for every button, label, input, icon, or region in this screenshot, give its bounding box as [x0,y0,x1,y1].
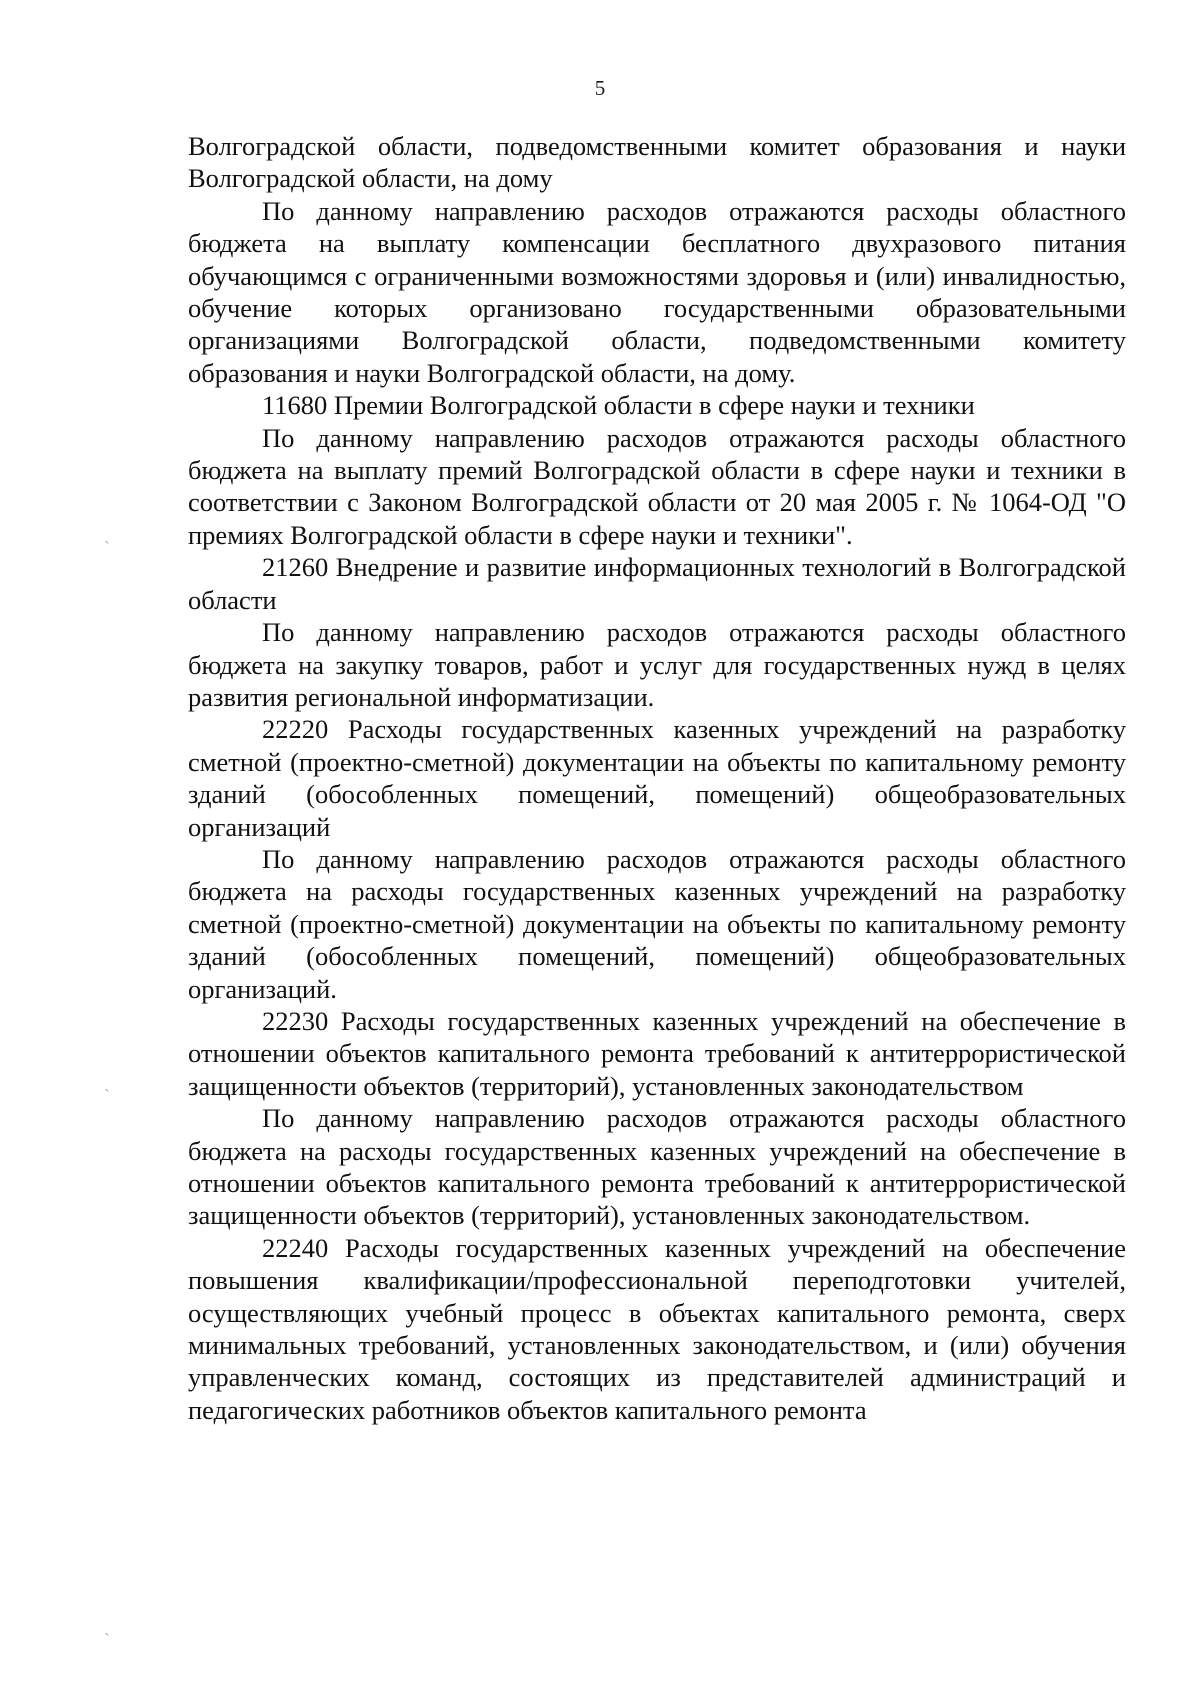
section-heading-22240: 22240 Расходы государственных казенных учреждений на обеспечение повышения квалификации/профессиональной переподготовки учителей, осуществляющих учебный процесс в объектах капитального ремонта, сверх минимальных требований, установленных законодательством, и (или) обучения управленческих команд, состоящих из представителей администраций и педагогических работников объектов капитального ремонта [188,1232,1126,1425]
section-heading-22230: 22230 Расходы государственных казенных учреждений на обеспечение в отношении объектов капитального ремонта требований к антитеррористической защищенности объектов (территорий), установленных законодательством [188,1005,1126,1101]
scan-artifact-mark: ˎ [104,1076,111,1092]
section-heading-11680: 11680 Премии Волгоградской области в сфере науки и техники [262,390,975,421]
document-body [188,130,1126,1426]
paragraph-continuation: Волгоградской области, подведомственными комитет образования и науки Волгоградской области, на дому [188,131,1126,194]
paragraph-description: По данному направлению расходов отражаются расходы областного бюджета на выплату премий Волгоградской области в сфере науки и техники в соответствии с Законом Волгоградской области от 20 мая 2005 г. № 1064-ОД "О премиях Волгоградской области в сфере науки и техники". [188,422,1126,550]
page-number: 5 [594,76,606,100]
scan-artifact-mark: ˎ [104,528,111,544]
paragraph-description: По данному направлению расходов отражаются расходы областного бюджета на расходы государственных казенных учреждений на разработку сметной (проектно-сметной) документации на объекты по капитальному ремонту зданий (обособленных помещений, помещений) общеобразовательных организаций. [188,843,1126,1004]
section-heading-21260: 21260 Внедрение и развитие информационных технологий в Волгоградской области [188,552,1126,615]
paragraph-description: По данному направлению расходов отражаются расходы областного бюджета на закупку товаров, работ и услуг для государственных нужд в целях развития региональной информатизации. [188,617,1126,712]
section-heading-22220: 22220 Расходы государственных казенных учреждений на разработку сметной (проектно-сметной) документации на объекты по капитальному ремонту зданий (обособленных помещений, помещений) общеобразовательных организаций [188,714,1126,842]
paragraph-description: По данному направлению расходов отражаются расходы областного бюджета на расходы государственных казенных учреждений на обеспечение в отношении объектов капитального ремонта требований к антитеррористической защищенности объектов (территорий), установленных законодательством. [188,1103,1126,1231]
paragraph-description: По данному направлению расходов отражаются расходы областного бюджета на выплату компенсации бесплатного двухразового питания обучающимся с ограниченными возможностями здоровья и (или) инвалидностью, обучение которых организовано государственными образовательными организациями Волгоградской области, подведомственными комитету образования и науки Волгоградской области, на дому. [188,195,1126,388]
scan-artifact-mark: ˎ [104,1620,111,1636]
